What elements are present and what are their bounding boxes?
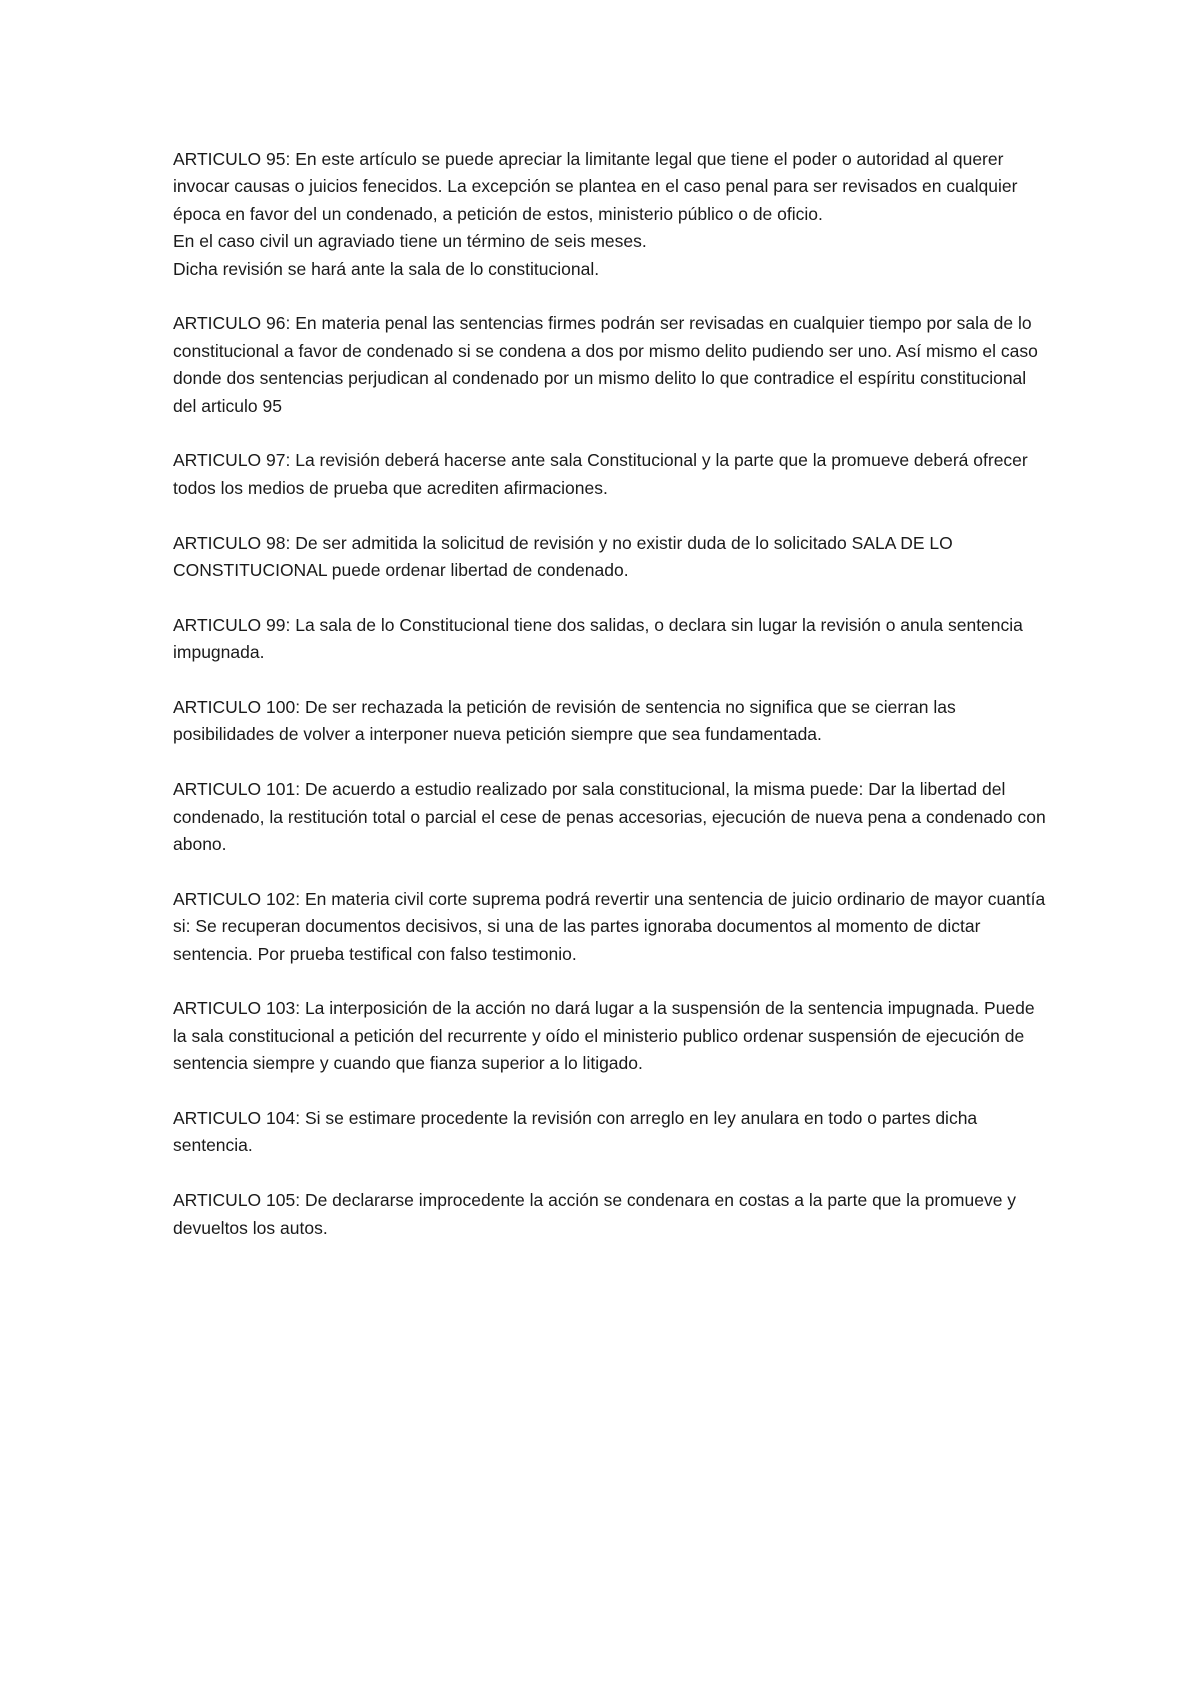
article-96 — [173, 310, 1053, 420]
article-98 — [173, 530, 1053, 585]
article-paragraph: ARTICULO 98: De ser admitida la solicitud de revisión y no existir duda de lo solicitado SALA DE LO CONSTITUCIONAL puede ordenar libertad de condenado. — [173, 532, 953, 581]
article-paragraph: ARTICULO 102: En materia civil corte suprema podrá revertir una sentencia de juicio ordinario de mayor cuantía si: Se recuperan documentos decisivos, si una de las partes ignoraba documentos al momento de dictar sentencia. Por prueba testifical con falso testimonio. — [173, 888, 1046, 964]
article-102 — [173, 886, 1053, 968]
article-103 — [173, 995, 1053, 1077]
article-paragraph: ARTICULO 104: Si se estimare procedente la revisión con arreglo en ley anulara en todo o partes dicha sentencia. — [173, 1108, 978, 1156]
article-paragraph: ARTICULO 99: La sala de lo Constitucional tiene dos salidas, o declara sin lugar la revisión o anula sentencia impugnada. — [173, 614, 1023, 663]
document-body — [173, 146, 1053, 1269]
article-paragraph: Dicha revisión se hará ante la sala de lo constitucional. — [173, 258, 600, 279]
article-99 — [173, 612, 1053, 667]
article-paragraph: ARTICULO 96: En materia penal las sentencias firmes podrán ser revisadas en cualquier tiempo por sala de lo constitucional a favor de condenado si se condena a dos por mismo delito pudiendo ser uno. Así mismo el caso donde dos sentencias perjudican al condenado por un mismo delito lo que contradice el espíritu constitucional del articulo 95 — [173, 313, 1038, 416]
article-105 — [173, 1187, 1053, 1242]
article-paragraph: ARTICULO 97: La revisión deberá hacerse ante sala Constitucional y la parte que la promueve deberá ofrecer todos los medios de prueba que acrediten afirmaciones. — [173, 450, 1028, 498]
article-paragraph: ARTICULO 103: La interposición de la acción no dará lugar a la suspensión de la sentencia impugnada. Puede la sala constitucional a petición del recurrente y oído el ministerio publico ordenar suspensión de ejecución de sentencia siempre y cuando que fianza superior a lo litigado. — [173, 998, 1035, 1074]
article-paragraph: ARTICULO 95: En este artículo se puede apreciar la limitante legal que tiene el poder o autoridad al querer invocar causas o juicios fenecidos. La excepción se plantea en el caso penal para ser revisados en cualquier época en favor del un condenado, a petición de estos, ministerio público o de oficio. — [173, 149, 1018, 224]
article-paragraph: En el caso civil un agraviado tiene un término de seis meses. — [173, 231, 647, 252]
article-101 — [173, 776, 1053, 858]
article-104 — [173, 1105, 1053, 1160]
article-paragraph: ARTICULO 100: De ser rechazada la petición de revisión de sentencia no significa que se cierran las posibilidades de volver a interponer nueva petición siempre que sea fundamentada. — [173, 697, 956, 745]
article-100 — [173, 694, 1053, 749]
article-95 — [173, 146, 1053, 283]
article-97 — [173, 447, 1053, 502]
article-paragraph: ARTICULO 101: De acuerdo a estudio realizado por sala constitucional, la misma puede: Dar la libertad del condenado, la restitución total o parcial el cese de penas accesorias, ejecución de nueva pena a condenado con abono. — [173, 779, 1046, 855]
article-paragraph: ARTICULO 105: De declararse improcedente la acción se condenara en costas a la parte que la promueve y devueltos los autos. — [173, 1190, 1017, 1238]
